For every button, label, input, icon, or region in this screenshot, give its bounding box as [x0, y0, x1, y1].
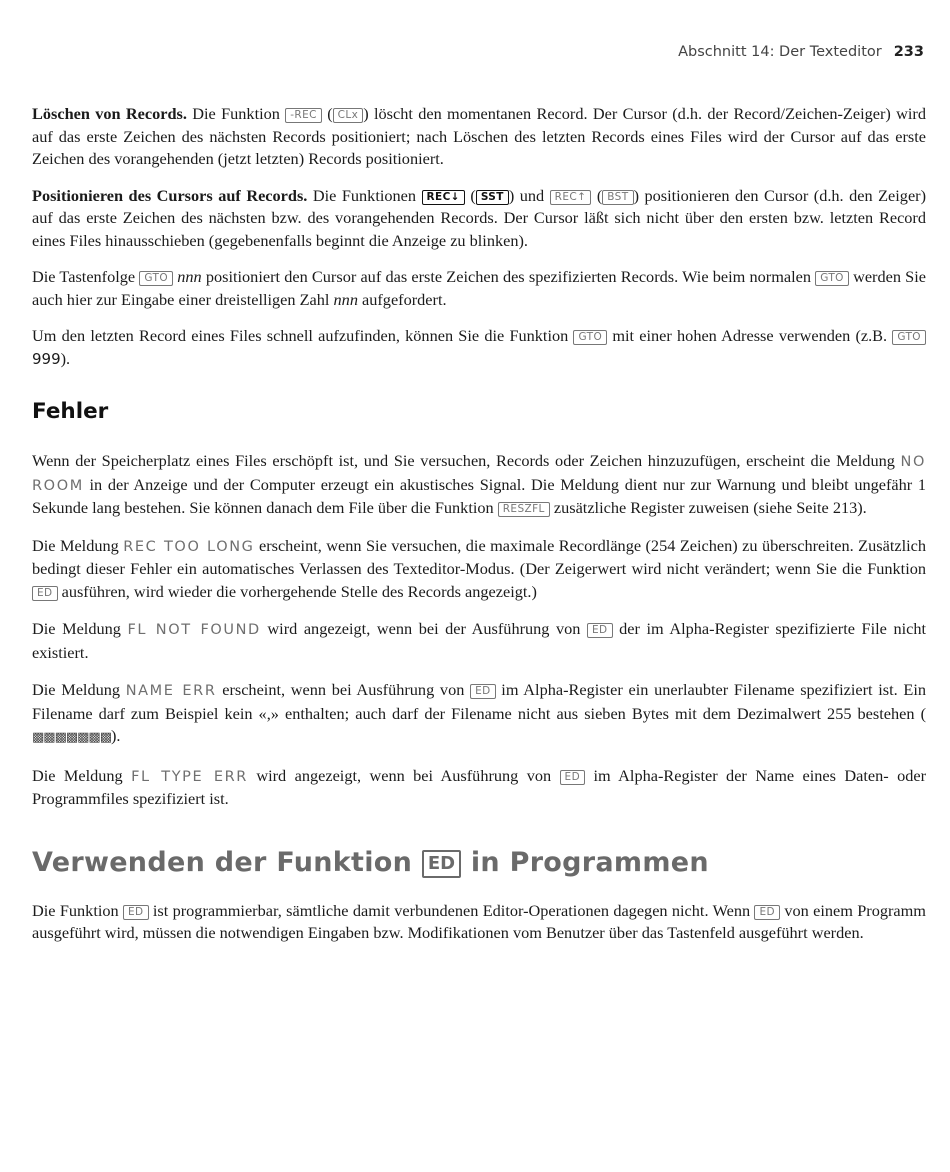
section-title: Abschnitt 14: Der Texteditor: [678, 44, 882, 60]
key-bst: BST: [602, 190, 633, 205]
key-rec-delete: -REC: [285, 108, 322, 123]
text: Die Meldung: [32, 680, 126, 699]
heading-ed-in-programs: [32, 847, 926, 878]
text: von einem Programm ausgeführt wird, müssen die notwendigen Eingaben bzw. Modifikationen vom Benutzer über das Tastenfeld ausgeführt werden.: [32, 900, 926, 942]
key-ed: ED: [754, 905, 780, 920]
heading-fehler: Fehler: [32, 399, 109, 424]
paragraph-gto: [32, 266, 926, 311]
text: ) löscht den momentanen Record. Der Cursor (d.h. der Record/Zeichen-Zeiger) wird auf das erste Zeichen des nächsten Records positioniert; nach Löschen des letzten Records eines Files wird der Cursor auf das erste Zeichen des vorangehenden (jetzt letzten) Records positioniert.: [32, 104, 926, 168]
text: ) positionieren den Cursor (d.h. den Zeiger) auf das erste Zeichen des nächsten bzw. des vorangehenden Records. Der Cursor läßt sich nicht über den ersten bzw. letzten Record eines Files hinausschieben (gegebenenfalls beginnt die Anzeige zu blinken).: [32, 185, 927, 250]
text: aufgefordert.: [357, 289, 447, 309]
text: erscheint, wenn Sie versuchen, die maximale Recordlänge (254 Zeichen) zu überschreiten. Zusätzlich bedingt dieser Fehler ein automatisches Verlassen des Texteditor-Modus. (Der Zeigerwert wird nicht verändert; wenn Sie die Funktion: [32, 535, 926, 578]
key-ed: ED: [32, 586, 58, 601]
page-number: 233: [893, 44, 924, 60]
key-gto: GTO: [573, 330, 607, 345]
text: Die Meldung: [32, 765, 132, 785]
paragraph-no-room: [32, 450, 926, 520]
key-gto: GTO: [892, 330, 926, 345]
text: ist programmierbar, sämtliche damit verbundenen Editor-Operationen dagegen nicht. Wenn: [148, 900, 755, 920]
text: zusätzliche Register zuweisen (siehe Seite 213).: [549, 498, 867, 517]
paragraph-last-record: [32, 325, 926, 370]
text: werden Sie auch hier zur Eingabe einer dreistelligen Zahl: [32, 267, 926, 309]
text: Verwenden der Funktion: [32, 846, 422, 878]
text: ) und: [508, 185, 550, 205]
display-message: NO ROOM: [32, 454, 926, 494]
gto-number: 999: [32, 349, 61, 368]
key-rec-down: REC↓: [422, 190, 465, 205]
text: im Alpha-Register der Name eines Daten- oder Programmfiles spezifiziert ist.: [32, 765, 927, 808]
text: Die Meldung: [32, 619, 128, 638]
page-header: [678, 44, 924, 60]
key-ed: ED: [587, 623, 613, 638]
nnn-var: nnn: [333, 289, 358, 309]
text: positioniert den Cursor auf das erste Zeichen des spezifizierten Records. Wie beim normalen: [201, 267, 816, 286]
key-clx: CLx: [333, 108, 364, 123]
text: mit einer hohen Adresse verwenden (z.B.: [607, 326, 893, 345]
text: wird angezeigt, wenn bei Ausführung von: [247, 765, 560, 785]
key-ed: ED: [470, 684, 496, 699]
key-ed: ED: [422, 850, 461, 878]
text: im Alpha-Register ein unerlaubter Filename spezifiziert ist. Ein Filename darf zum Beispiel kein «,» enthalten; auch darf der Filename nicht aus sieben Bytes mit dem Dezimalwert 255 bestehen (: [32, 680, 926, 723]
paragraph-fl-type-err: [32, 765, 926, 811]
key-rec-up: REC↑: [550, 190, 592, 205]
display-message: NAME ERR: [125, 683, 217, 699]
text: in der Anzeige und der Computer erzeugt ein akustisches Signal. Die Meldung dient nur zur Warnung und bleibt ungefähr 1 Sekunde lang bestehen. Sie können danach dem File über die Funktion: [32, 474, 926, 517]
text: Die Tastenfolge: [32, 267, 140, 286]
key-ed: ED: [560, 770, 586, 785]
display-message: REC TOO LONG: [123, 538, 255, 555]
text: (: [591, 185, 603, 205]
key-gto: GTO: [815, 271, 849, 286]
display-blocks: ▩▩▩▩▩▩▩: [32, 730, 111, 745]
paragraph-rec-too-long: [32, 535, 926, 604]
text: Die Meldung: [32, 535, 124, 555]
key-sst: SST: [476, 190, 509, 205]
text: wird angezeigt, wenn bei der Ausführung von: [260, 619, 588, 638]
run-heading: Positionieren des Cursors auf Records.: [32, 185, 308, 205]
paragraph-name-err: [32, 679, 926, 750]
text: Wenn der Speicherplatz eines Files erschöpft ist, und Sie versuchen, Records oder Zeichen hinzuzufügen, erscheint die Meldung: [32, 451, 901, 470]
text: Die Funktion: [186, 104, 286, 123]
text: (: [321, 104, 333, 123]
text: Die Funktionen: [307, 185, 422, 205]
text: ausführen, wird wieder die vorhergehende Stelle des Records angezeigt.): [57, 581, 537, 601]
paragraph-fl-not-found: [32, 618, 926, 664]
paragraph-ed-programmable: [32, 900, 926, 945]
text: ).: [60, 348, 71, 368]
text: ).: [110, 726, 121, 745]
page-body: [32, 103, 926, 945]
paragraph-position-cursor: [32, 185, 926, 253]
nnn-var: nnn: [177, 267, 202, 286]
paragraph-delete-records: [32, 103, 926, 171]
text: Um den letzten Record eines Files schnell aufzufinden, können Sie die Funktion: [32, 326, 574, 345]
run-heading: Löschen von Records.: [32, 104, 187, 123]
key-ed: ED: [123, 905, 149, 920]
key-gto: GTO: [139, 271, 173, 286]
text: erscheint, wenn bei Ausführung von: [216, 680, 471, 699]
text: (: [464, 185, 476, 205]
display-message: FL TYPE ERR: [131, 768, 248, 785]
text: in Programmen: [461, 846, 709, 878]
display-message: FL NOT FOUND: [127, 622, 261, 638]
text: Die Funktion: [32, 900, 123, 920]
key-reszfl: RESZFL: [498, 502, 550, 517]
text: der im Alpha-Register spezifizierte File nicht existiert.: [32, 619, 927, 662]
